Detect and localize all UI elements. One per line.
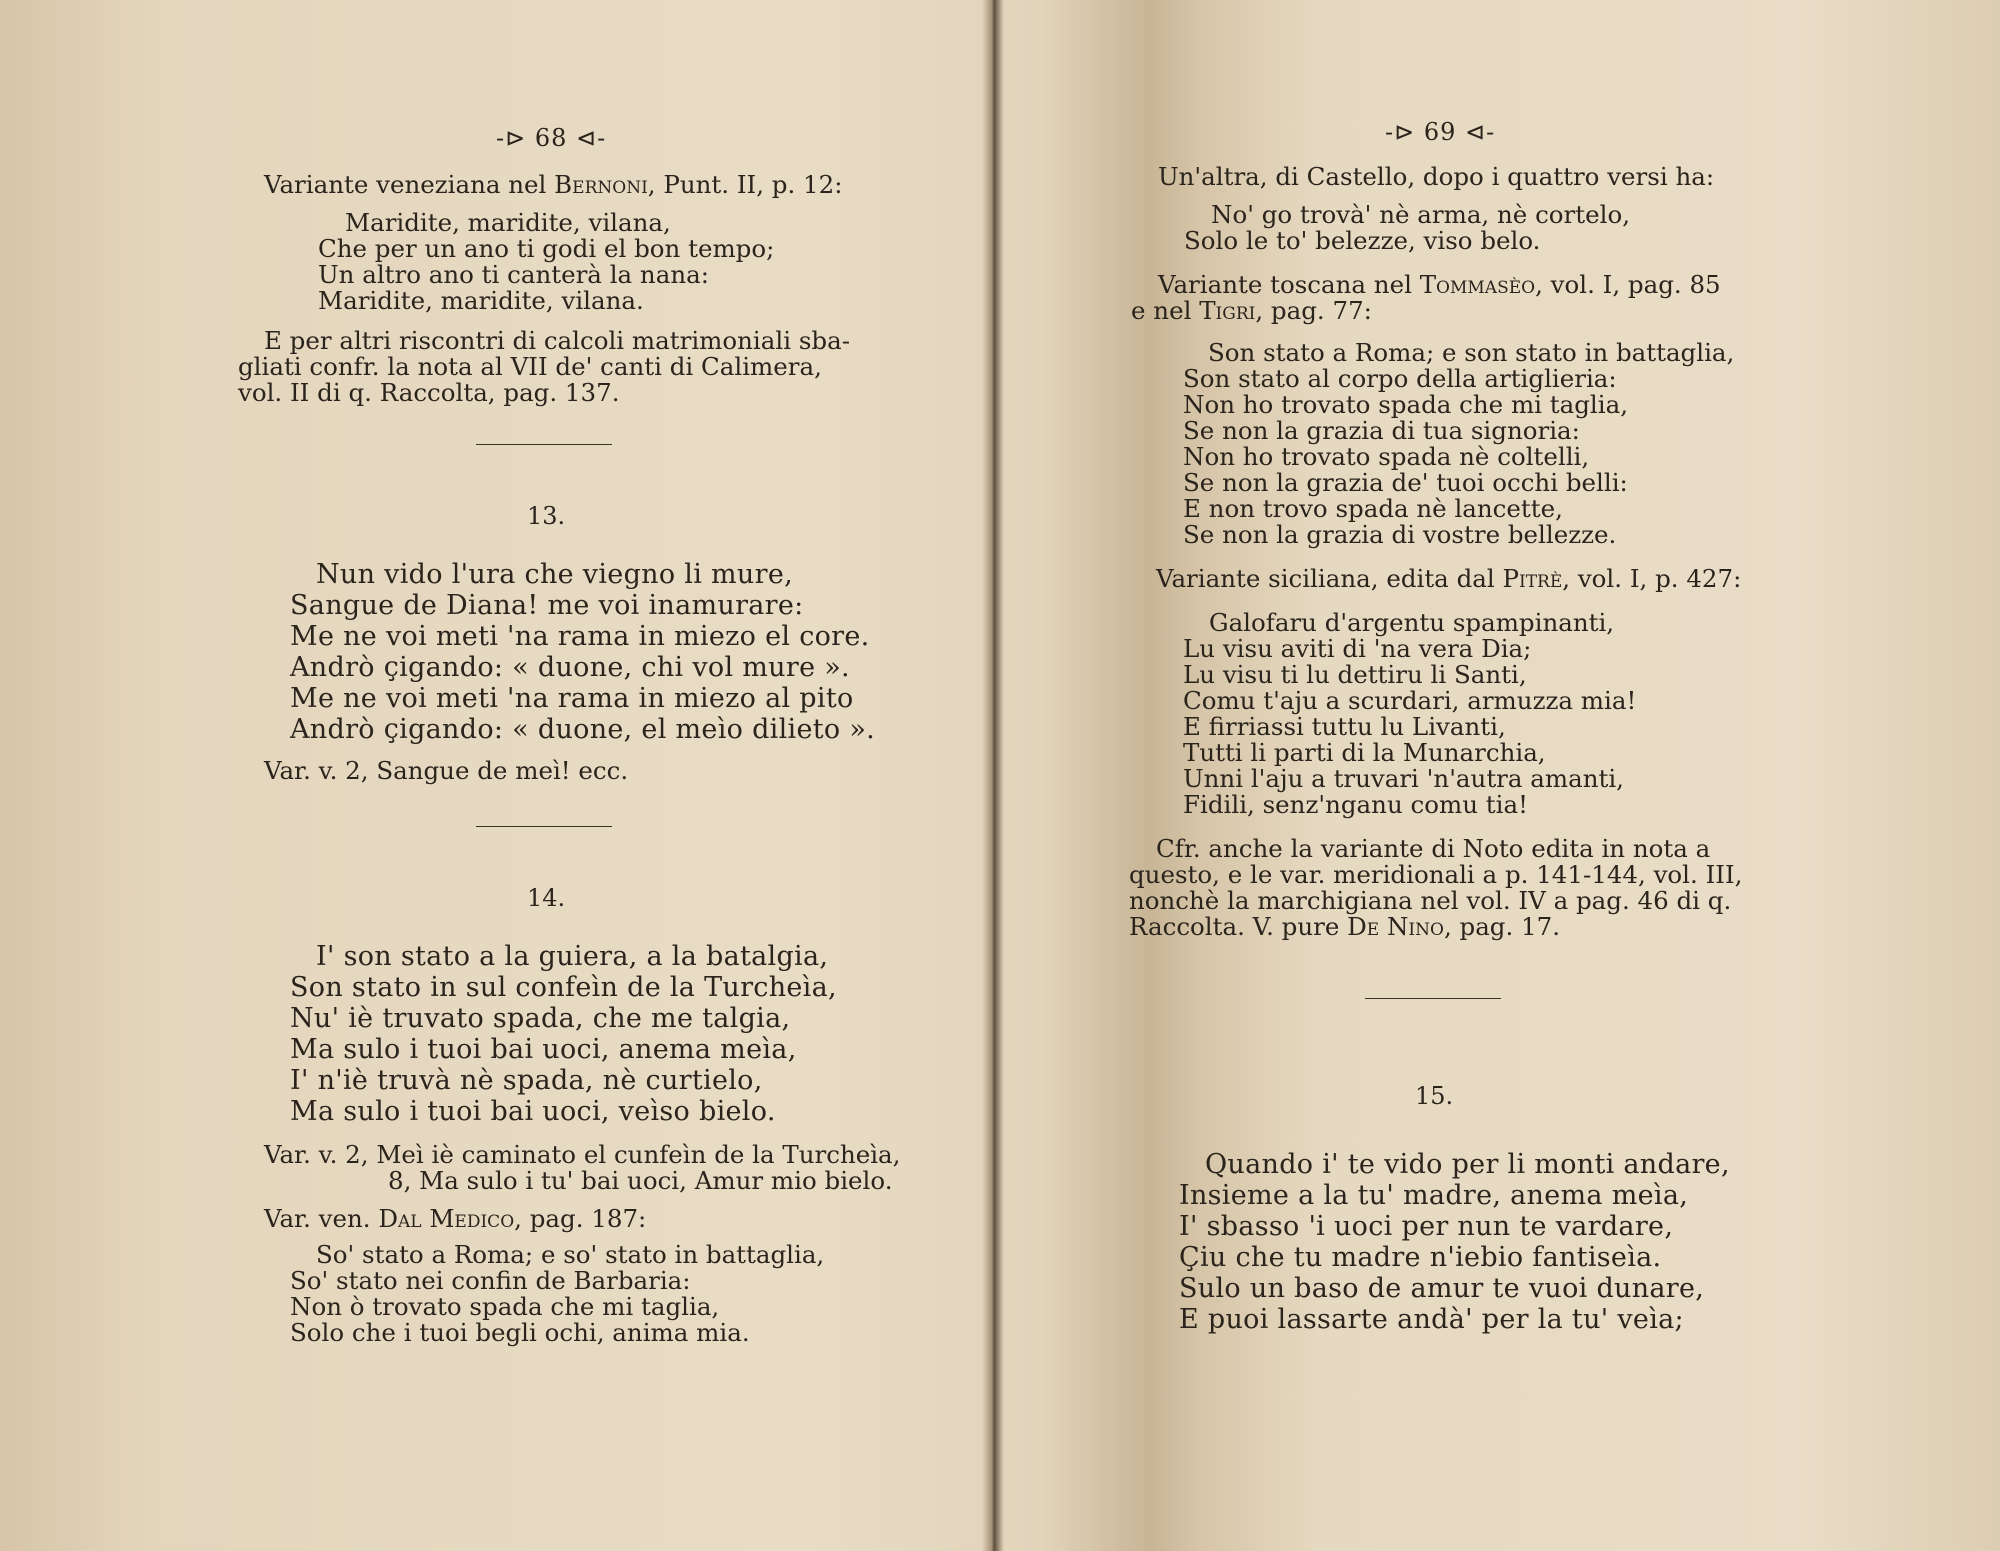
verse-line: Che per un ano ti godi el bon tempo; <box>318 234 775 263</box>
intro-line: Un'altra, di Castello, dopo i quattro versi ha: <box>1158 162 1715 191</box>
poem-number: 14. <box>527 884 566 912</box>
verse-line: Non ho trovato spada nè coltelli, <box>1183 442 1590 471</box>
paragraph-line: Raccolta. V. pure De Nino, pag. 17. <box>1129 912 1561 941</box>
author-name: Pitrè <box>1502 564 1563 593</box>
verse-line: No' go trovà' nè arma, nè cortelo, <box>1211 200 1630 229</box>
poem-line: Me ne voi meti 'na rama in miezo al pito <box>290 683 854 714</box>
variant-intro: Variante toscana nel Tommasèo, vol. I, pag. 85 <box>1158 270 1721 299</box>
author-name: Tigri <box>1199 296 1256 325</box>
paragraph-line: questo, e le var. meridionali a p. 141-144, vol. III, <box>1129 860 1743 889</box>
variant-line: Var. v. 2, Meì iè caminato el cunfeìn de la Turcheìa, <box>264 1140 901 1169</box>
poem-line: Andrò çigando: « duone, chi vol mure ». <box>290 652 850 683</box>
poem-line: Ma sulo i tuoi bai uoci, anema meìa, <box>290 1034 797 1065</box>
poem-line: Çiu che tu madre n'iebio fantiseìa. <box>1179 1242 1662 1273</box>
paragraph-line: vol. II di q. Raccolta, pag. 137. <box>238 378 620 407</box>
verse-line: Non ho trovato spada che mi taglia, <box>1183 390 1628 419</box>
poem-line: Son stato in sul confeìn de la Turcheìa, <box>290 972 837 1003</box>
poem-line: I' sbasso 'i uoci per nun te vardare, <box>1179 1211 1674 1242</box>
verse-line: Lu visu ti lu dettiru li Santi, <box>1183 660 1527 689</box>
verse-line: Lu visu aviti di 'na vera Dia; <box>1183 634 1532 663</box>
section-rule <box>476 444 612 445</box>
left-page <box>0 0 985 1551</box>
poem-line: I' son stato a la guiera, a la batalgia, <box>316 941 829 972</box>
verse-line: Maridite, maridite, vilana, <box>345 208 671 237</box>
poem-line: Andrò çigando: « duone, el meìo dilieto ». <box>290 714 876 745</box>
verse-line: E non trovo spada nè lancette, <box>1183 494 1563 523</box>
poem-line: Nu' iè truvato spada, che me talgia, <box>290 1003 791 1034</box>
verse-line: Se non la grazia di vostre bellezze. <box>1183 520 1617 549</box>
intro-line: Variante veneziana nel Bernoni, Punt. II, p. 12: <box>264 170 843 199</box>
author-name: Dal Medico <box>378 1204 515 1233</box>
paragraph-line: gliati confr. la nota al VII de' canti di Calimera, <box>238 352 822 381</box>
poem-line: Insieme a la tu' madre, anema meìa, <box>1179 1180 1689 1211</box>
section-rule <box>476 826 612 827</box>
verse-line: Solo che i tuoi begli ochi, anima mia. <box>290 1318 750 1347</box>
page-number: -⊳ 68 ⊲- <box>496 124 607 152</box>
variant-line: Var. v. 2, Sangue de meì! ecc. <box>264 756 629 785</box>
variant-line: 8, Ma sulo i tu' bai uoci, Amur mio bielo. <box>388 1166 893 1195</box>
verse-line: So' stato a Roma; e so' stato in battaglia, <box>316 1240 825 1269</box>
verse-line: Tutti li parti di la Munarchia, <box>1183 738 1546 767</box>
verse-line: Maridite, maridite, vilana. <box>318 286 644 315</box>
verse-line: Son stato al corpo della artiglieria: <box>1183 364 1617 393</box>
poem-line: Me ne voi meti 'na rama in miezo el core. <box>290 621 870 652</box>
poem-line: Ma sulo i tuoi bai uoci, veìso bielo. <box>290 1096 776 1127</box>
verse-line: Se non la grazia di tua signoria: <box>1183 416 1580 445</box>
paragraph-line: nonchè la marchigiana nel vol. IV a pag. 46 di q. <box>1129 886 1732 915</box>
page-number: -⊳ 69 ⊲- <box>1385 118 1496 146</box>
poem-line: I' n'iè truvà nè spada, nè curtielo, <box>290 1065 763 1096</box>
verse-line: Unni l'aju a truvari 'n'autra amanti, <box>1183 764 1624 793</box>
verse-line: Non ò trovato spada che mi taglia, <box>290 1292 720 1321</box>
section-rule <box>1365 998 1501 999</box>
poem-line: Sangue de Diana! me voi inamurare: <box>290 590 804 621</box>
author-name: Tommasèo <box>1419 270 1536 299</box>
author-name: Bernoni <box>554 170 648 199</box>
poem-line: Sulo un baso de amur te vuoi dunare, <box>1179 1273 1705 1304</box>
book-gutter <box>982 0 1004 1551</box>
author-name: De Nino <box>1347 912 1444 941</box>
poem-line: E puoi lassarte andà' per la tu' veìa; <box>1179 1304 1684 1335</box>
verse-line: Galofaru d'argentu spampinanti, <box>1209 608 1615 637</box>
variant-intro: Variante siciliana, edita dal Pitrè, vol. I, p. 427: <box>1156 564 1742 593</box>
variant-intro: Var. ven. Dal Medico, pag. 187: <box>264 1204 647 1233</box>
paragraph-line: Cfr. anche la variante di Noto edita in nota a <box>1156 834 1711 863</box>
poem-number: 15. <box>1415 1082 1454 1110</box>
poem-line: Quando i' te vido per li monti andare, <box>1205 1149 1730 1180</box>
right-page <box>1003 0 2000 1551</box>
poem-line: Nun vido l'ura che viegno li mure, <box>316 559 793 590</box>
verse-line: Son stato a Roma; e son stato in battaglia, <box>1208 338 1735 367</box>
verse-line: Solo le to' belezze, viso belo. <box>1184 226 1541 255</box>
poem-number: 13. <box>527 502 566 530</box>
verse-line: Un altro ano ti canterà la nana: <box>318 260 709 289</box>
verse-line: Fidili, senz'nganu comu tia! <box>1183 790 1528 819</box>
verse-line: Se non la grazia de' tuoi occhi belli: <box>1183 468 1628 497</box>
paragraph-line: E per altri riscontri di calcoli matrimoniali sba- <box>264 326 850 355</box>
verse-line: E firriassi tuttu lu Livanti, <box>1183 712 1506 741</box>
verse-line: So' stato nei confin de Barbaria: <box>290 1266 691 1295</box>
variant-intro: e nel Tigri, pag. 77: <box>1131 296 1372 325</box>
verse-line: Comu t'aju a scurdari, armuzza mia! <box>1183 686 1637 715</box>
